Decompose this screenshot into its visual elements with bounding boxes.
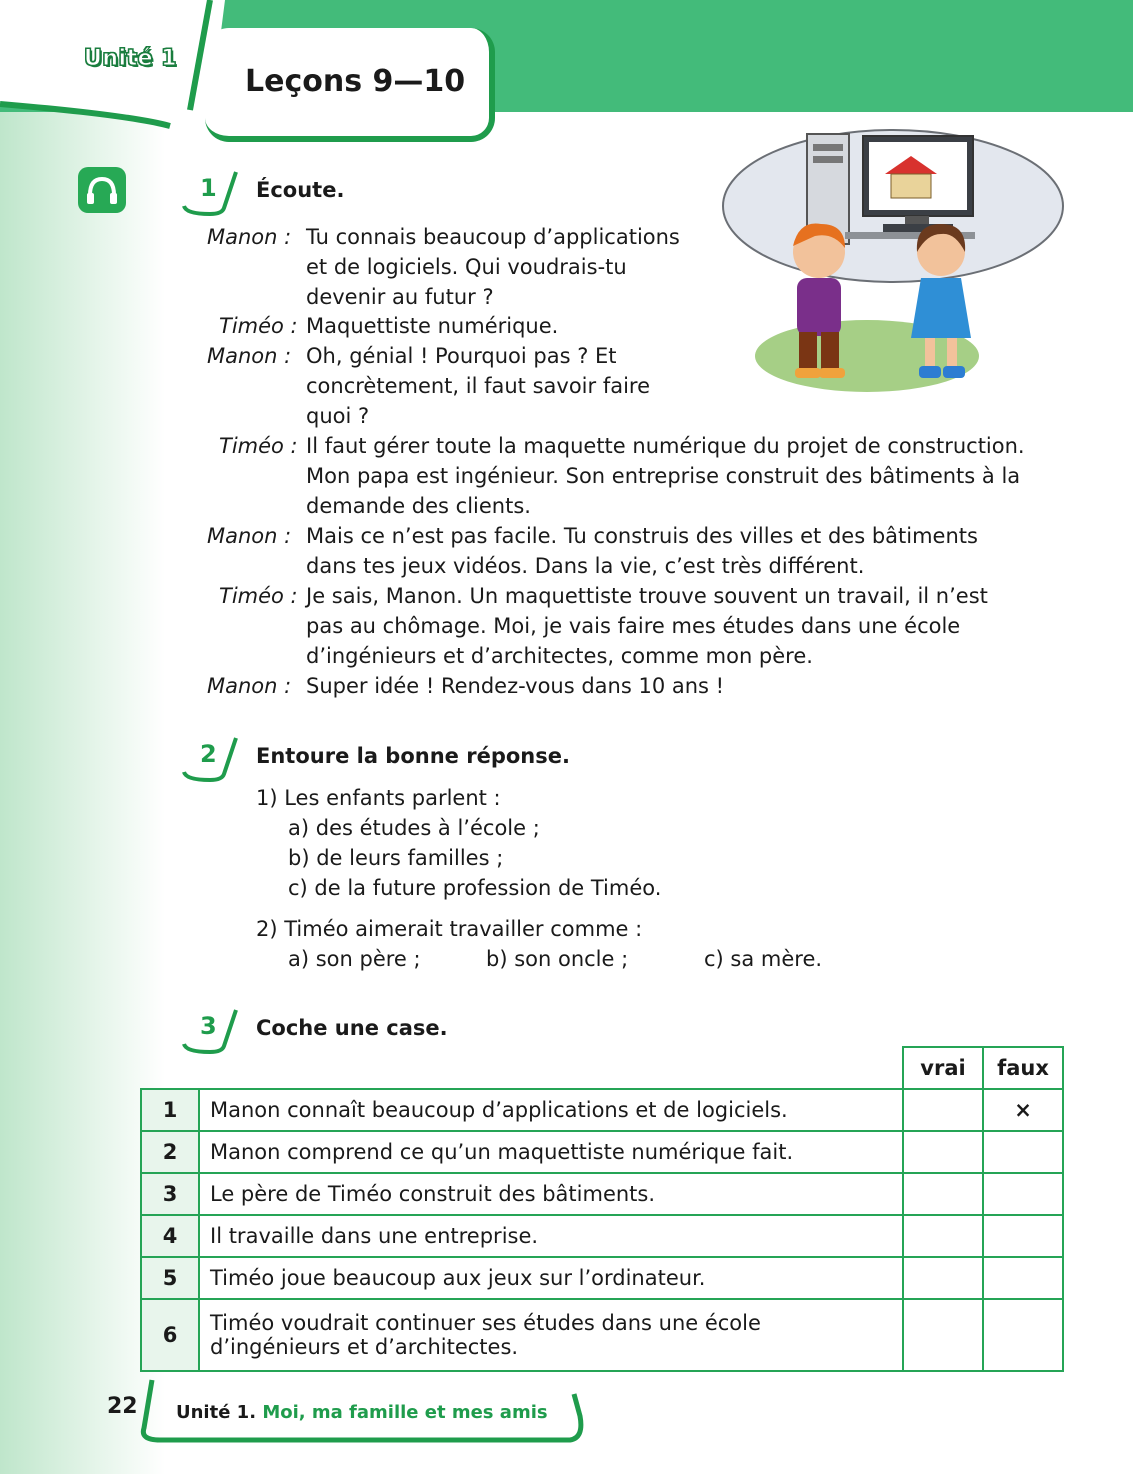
vrai-checkbox[interactable] <box>903 1173 983 1215</box>
statement: Timéo joue beaucoup aux jeux sur l’ordinateur. <box>199 1257 903 1299</box>
row-number: 3 <box>141 1173 199 1215</box>
faux-checkbox[interactable] <box>983 1299 1063 1371</box>
dialogue-line: Mon papa est ingénieur. Son entreprise construit des bâtiments à la <box>306 464 1021 488</box>
footer-unit-name: Moi, ma famille et mes amis <box>262 1402 548 1423</box>
speaker-label: Manon : <box>207 344 292 368</box>
dialogue-line: Il faut gérer toute la maquette numérique du projet de construction. <box>306 434 1025 458</box>
faux-checkbox[interactable]: × <box>983 1089 1063 1131</box>
row-number: 2 <box>141 1131 199 1173</box>
statement <box>199 1299 903 1371</box>
row-number: 6 <box>141 1299 199 1371</box>
dialogue-line: Tu connais beaucoup d’applications <box>306 225 680 249</box>
answer-option[interactable]: c) de la future profession de Timéo. <box>288 876 662 900</box>
exercise-2-number: 2 <box>200 740 217 768</box>
faux-checkbox[interactable] <box>983 1215 1063 1257</box>
headphones-icon[interactable] <box>78 167 126 213</box>
faux-checkbox[interactable] <box>983 1257 1063 1299</box>
page-number: 22 <box>107 1394 138 1419</box>
speaker-label: Timéo : <box>219 314 298 338</box>
answer-option[interactable]: c) sa mère. <box>704 947 823 971</box>
speaker-label: Timéo : <box>219 434 298 458</box>
question-2: 2) Timéo aimerait travailler comme : <box>256 917 643 941</box>
speaker-label: Timéo : <box>219 584 298 608</box>
dialogue-line: devenir au futur ? <box>306 285 494 309</box>
question-1: 1) Les enfants parlent : <box>256 786 501 810</box>
exercise-1-number: 1 <box>200 174 217 202</box>
statement: Le père de Timéo construit des bâtiments. <box>199 1173 903 1215</box>
dialogue-line: dans tes jeux vidéos. Dans la vie, c’est très différent. <box>306 554 865 578</box>
exercise-2-title: Entoure la bonne réponse. <box>256 744 570 768</box>
vrai-checkbox[interactable] <box>903 1089 983 1131</box>
statement: Manon connaît beaucoup d’applications et de logiciels. <box>199 1089 903 1131</box>
vrai-checkbox[interactable] <box>903 1215 983 1257</box>
answer-option[interactable]: a) des études à l’école ; <box>288 816 540 840</box>
table-row <box>141 1173 1063 1215</box>
dialogue-line: demande des clients. <box>306 494 531 518</box>
statement: Il travaille dans une entreprise. <box>199 1215 903 1257</box>
statement: Manon comprend ce qu’un maquettiste numérique fait. <box>199 1131 903 1173</box>
dialogue-line: Oh, génial ! Pourquoi pas ? Et <box>306 344 617 368</box>
exercise-3-title: Coche une case. <box>256 1016 448 1040</box>
column-header-faux: faux <box>983 1047 1063 1089</box>
table-row <box>141 1131 1063 1173</box>
footer-unit-title <box>176 1402 548 1423</box>
column-header-vrai: vrai <box>903 1047 983 1089</box>
footer-unit-label: Unité 1. <box>176 1402 257 1423</box>
faux-checkbox[interactable] <box>983 1173 1063 1215</box>
dialogue-line: pas au chômage. Moi, je vais faire mes études dans une école <box>306 614 961 638</box>
row-number: 4 <box>141 1215 199 1257</box>
dialogue-line: d’ingénieurs et d’architectes, comme mon père. <box>306 644 813 668</box>
dialogue-line: concrètement, il faut savoir faire <box>306 374 651 398</box>
vrai-checkbox[interactable] <box>903 1299 983 1371</box>
vrai-checkbox[interactable] <box>903 1257 983 1299</box>
table-row <box>141 1299 1063 1371</box>
speaker-label: Manon : <box>207 674 292 698</box>
table-row <box>141 1089 1063 1131</box>
answer-option[interactable]: b) son oncle ; <box>486 947 629 971</box>
dialogue-line: Je sais, Manon. Un maquettiste trouve souvent un travail, il n’est <box>306 584 988 608</box>
dialogue-line: Mais ce n’est pas facile. Tu construis des villes et des bâtiments <box>306 524 978 548</box>
row-number: 1 <box>141 1089 199 1131</box>
row-number: 5 <box>141 1257 199 1299</box>
table-row <box>141 1215 1063 1257</box>
answer-option[interactable]: a) son père ; <box>288 947 421 971</box>
dialogue-line: Super idée ! Rendez-vous dans 10 ans ! <box>306 674 725 698</box>
speaker-label: Manon : <box>207 225 292 249</box>
illustration-kids-computer <box>715 128 1075 398</box>
unit-badge: Unité 1 <box>84 46 177 71</box>
dialogue-line: Maquettiste numérique. <box>306 314 559 338</box>
dialogue-line: quoi ? <box>306 404 370 428</box>
exercise-1-title: Écoute. <box>256 178 345 202</box>
statement-line: Timéo voudrait continuer ses études dans une école <box>210 1311 761 1335</box>
lesson-title: Leçons 9—10 <box>245 64 466 99</box>
speaker-label: Manon : <box>207 524 292 548</box>
dialogue-line: et de logiciels. Qui voudrais-tu <box>306 255 627 279</box>
answer-option[interactable]: b) de leurs familles ; <box>288 846 504 870</box>
exercise-3-number: 3 <box>200 1012 217 1040</box>
statement-line: d’ingénieurs et d’architectes. <box>210 1335 519 1359</box>
true-false-table <box>140 1046 1064 1372</box>
vrai-checkbox[interactable] <box>903 1131 983 1173</box>
faux-checkbox[interactable] <box>983 1131 1063 1173</box>
table-row <box>141 1257 1063 1299</box>
